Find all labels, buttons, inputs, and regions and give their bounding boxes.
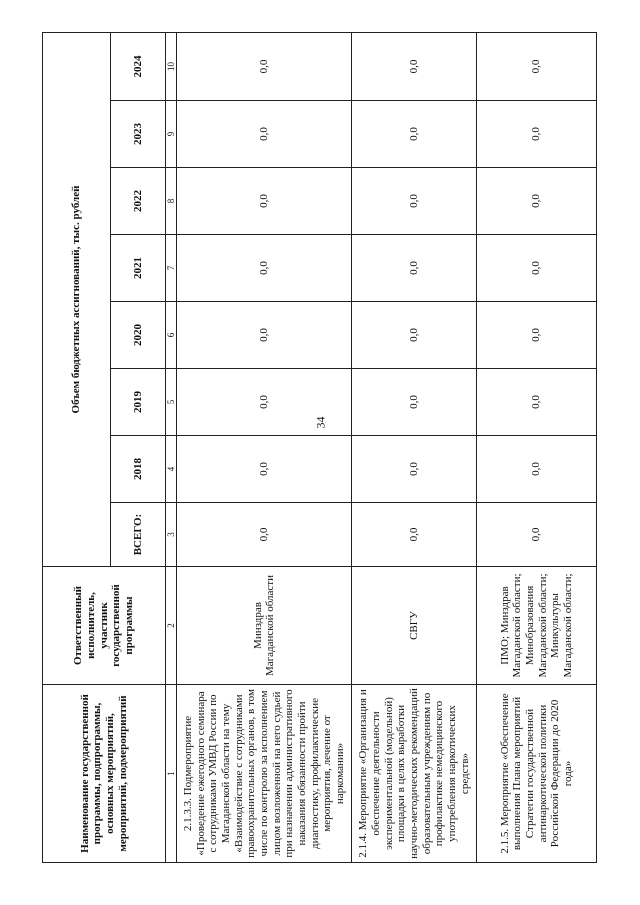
column-index: 1	[166, 685, 177, 863]
header-year: 2024	[111, 32, 166, 100]
row-value: 0,0	[352, 369, 477, 436]
column-index: 8	[166, 168, 177, 235]
row-value: 0,0	[352, 168, 477, 235]
row-value: 0,0	[477, 101, 597, 168]
row-value: 0,0	[352, 503, 477, 567]
row-value: 0,0	[177, 32, 352, 100]
row-value: 0,0	[477, 503, 597, 567]
header-responsible: Ответственный исполнитель, участник государственной программы	[43, 567, 166, 685]
row-value: 0,0	[177, 436, 352, 503]
column-index: 4	[166, 436, 177, 503]
row-value: 0,0	[477, 369, 597, 436]
row-value: 0,0	[477, 32, 597, 100]
column-index: 6	[166, 302, 177, 369]
page-number: 34	[313, 416, 328, 429]
row-value: 0,0	[352, 101, 477, 168]
row-value: 0,0	[477, 235, 597, 302]
table-row	[352, 32, 477, 862]
row-value: 0,0	[477, 302, 597, 369]
budget-table	[42, 32, 597, 863]
row-value: 0,0	[177, 302, 352, 369]
header-year: 2019	[111, 369, 166, 436]
header-year: 2023	[111, 101, 166, 168]
column-index: 9	[166, 101, 177, 168]
row-value: 0,0	[177, 503, 352, 567]
row-value: 0,0	[477, 168, 597, 235]
row-value: 0,0	[477, 436, 597, 503]
column-index-row	[166, 32, 177, 862]
column-index: 3	[166, 503, 177, 567]
row-responsible: ПМО; Минздрав Магаданской области; Минобразования Магаданской области; Минкультуры Магаданской области;	[477, 567, 597, 685]
row-value: 0,0	[177, 101, 352, 168]
header-year: 2021	[111, 235, 166, 302]
column-index: 7	[166, 235, 177, 302]
row-value: 0,0	[177, 235, 352, 302]
row-value: 0,0	[177, 369, 352, 436]
row-name: 2.1.5. Мероприятие «Обеспечение выполнения Плана мероприятий Стратегии государственной антинаркотической политики Российской Федерации до 2020 года»	[477, 685, 597, 863]
table-row	[177, 32, 352, 862]
table-row	[477, 32, 597, 862]
column-index: 2	[166, 567, 177, 685]
header-year: 2022	[111, 168, 166, 235]
header-year: 2020	[111, 302, 166, 369]
row-name: 2.1.4. Мероприятие «Организация и обеспечение деятельности экспериментальной (модельной) площадки в целях выработки научно-методических рекомендаций образовательным учреждениям по профилактике немедицинского употребления наркотических средств»	[352, 685, 477, 863]
header-year: 2018	[111, 436, 166, 503]
row-value: 0,0	[352, 32, 477, 100]
column-index: 5	[166, 369, 177, 436]
row-value: 0,0	[352, 436, 477, 503]
row-value: 0,0	[352, 302, 477, 369]
header-name: Наименование государственной программы, подпрограммы, основных мероприятий, мероприятий, подмероприятий	[43, 685, 166, 863]
header-total: ВСЕГО:	[111, 503, 166, 567]
rotated-table-container	[42, 33, 597, 863]
header-budget: Объем бюджетных ассигнований, тыс. рублей	[43, 32, 111, 566]
row-responsible: СВГУ	[352, 567, 477, 685]
row-value: 0,0	[352, 235, 477, 302]
row-value: 0,0	[177, 168, 352, 235]
row-responsible: Минздрав Магаданской области	[177, 567, 352, 685]
column-index: 10	[166, 32, 177, 100]
row-name: 2.1.3.3. Подмероприятие «Проведение ежегодного семинара с сотрудниками УМВД России по Магаданской области на тему «Взаимодействие с сотрудниками правоохранительных органов, в том числе по контролю за исполнением лицом возложенной на него судьей при назначении административного наказания обязанности пройти диагностику, профилактические мероприятия, лечение от наркомании»	[177, 685, 352, 863]
